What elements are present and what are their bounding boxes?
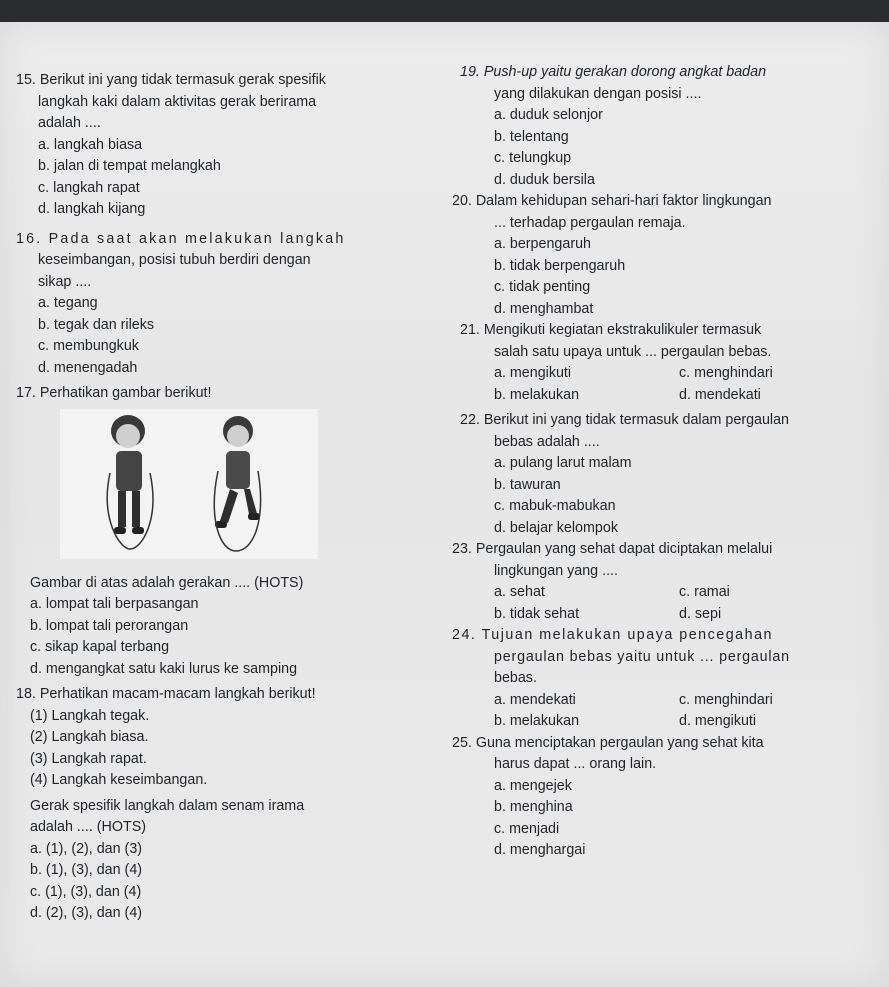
question-17-option-c: c. sikap kapal terbang — [30, 639, 170, 655]
question-17-option-d: d. mengangkat satu kaki lurus ke samping — [30, 660, 298, 677]
question-24-options-row-2 — [460, 711, 885, 733]
question-17-option-a: a. lompat tali berpasangan — [30, 596, 199, 612]
question-19 — [460, 62, 885, 191]
question-24-option-b: b. melakukan — [494, 713, 580, 729]
question-18-option-b: b. (1), (3), dan (4) — [30, 862, 143, 878]
jump-rope-illustration — [60, 409, 318, 559]
question-25-option-d: d. menghargai — [494, 842, 586, 858]
question-17-caption: Gambar di atas adalah gerakan .... (HOTS) — [30, 574, 304, 591]
question-21-line-2: salah satu upaya untuk ... pergaulan bebas. — [494, 343, 772, 360]
question-21-options-row-1 — [460, 363, 885, 385]
question-24-line-3: bebas. — [494, 670, 537, 686]
question-22 — [460, 410, 885, 539]
question-23-line-2: lingkungan yang .... — [494, 562, 618, 579]
question-17-option-b: b. lompat tali perorangan — [30, 617, 189, 634]
question-21-line-1: 21. Mengikuti kegiatan ekstrakulikuler termasuk — [460, 322, 762, 338]
question-22-option-b: b. tawuran — [494, 476, 561, 493]
question-15-option-b: b. jalan di tempat melangkah — [38, 158, 221, 174]
question-24 — [452, 625, 885, 733]
right-column — [452, 62, 885, 862]
jump-rope-figures-icon — [60, 409, 318, 559]
question-22-option-a: a. pulang larut malam — [494, 455, 632, 471]
question-16-option-a: a. tegang — [38, 295, 98, 311]
question-20-line-2: ... terhadap pergaulan remaja. — [494, 214, 686, 231]
question-18-item-1: (1) Langkah tegak. — [30, 707, 150, 724]
question-23-option-a: a. sehat — [494, 584, 545, 600]
question-20-option-c: c. tidak penting — [494, 279, 591, 295]
question-22-line-2: bebas adalah .... — [494, 433, 600, 450]
question-22-line-1: 22. Berikut ini yang tidak termasuk dalam pergaulan — [460, 412, 790, 428]
question-21-option-c: c. menghindari — [679, 365, 773, 381]
question-20-option-a: a. berpengaruh — [494, 236, 591, 252]
question-16-line-2: keseimbangan, posisi tubuh berdiri dengan — [38, 252, 311, 268]
question-20-line-1: 20. Dalam kehidupan sehari-hari faktor lingkungan — [452, 193, 772, 209]
question-18-option-d: d. (2), (3), dan (4) — [30, 905, 143, 921]
question-15-line-2: langkah kaki dalam aktivitas gerak berirama — [38, 93, 317, 110]
question-21-option-d: d. mendekati — [679, 386, 761, 403]
question-18-option-a: a. (1), (2), dan (3) — [30, 840, 143, 857]
question-24-line-2: pergaulan bebas yaitu untuk ... pergaulan — [494, 648, 790, 665]
question-21-option-a: a. mengikuti — [494, 365, 572, 381]
question-16 — [16, 229, 456, 380]
question-22-option-d: d. belajar kelompok — [494, 519, 618, 536]
question-18-item-2: (2) Langkah biasa. — [30, 729, 149, 745]
question-24-option-a: a. mendekati — [494, 691, 576, 708]
question-23 — [452, 539, 885, 625]
question-24-line-1: 24. Tujuan melakukan upaya pencegahan — [452, 627, 773, 643]
question-23-line-1: 23. Pergaulan yang sehat dapat diciptakan melalui — [452, 541, 773, 557]
question-18-title: 18. Perhatikan macam-macam langkah berikut! — [16, 686, 316, 702]
question-25-option-a: a. mengejek — [494, 777, 572, 794]
question-17-title: 17. Perhatikan gambar berikut! — [16, 385, 212, 401]
question-16-line-1: 16. Pada saat akan melakukan langkah — [16, 230, 346, 247]
question-25 — [452, 733, 885, 862]
question-16-line-3: sikap .... — [38, 273, 92, 290]
question-23-options-row-2 — [460, 604, 885, 626]
question-15-option-d: d. langkah kijang — [38, 201, 146, 217]
question-19-option-a: a. duduk selonjor — [494, 107, 603, 123]
question-15-option-a: a. langkah biasa — [38, 136, 143, 153]
question-23-options-row-1 — [460, 582, 885, 604]
question-24-option-d: d. mengikuti — [679, 713, 757, 729]
question-18-item-4: (4) Langkah keseimbangan. — [30, 772, 208, 788]
question-19-option-c: c. telungkup — [494, 150, 572, 166]
question-15-line-3: adalah .... — [38, 115, 101, 131]
question-16-option-c: c. membungkuk — [38, 338, 139, 354]
question-18-question-line-2: adalah .... (HOTS) — [30, 819, 147, 835]
question-25-line-2: harus dapat ... orang lain. — [494, 756, 657, 772]
question-18-item-3: (3) Langkah rapat. — [30, 750, 147, 767]
question-19-option-d: d. duduk bersila — [494, 171, 595, 188]
left-column — [16, 70, 456, 925]
question-21 — [460, 320, 885, 406]
question-18-option-c: c. (1), (3), dan (4) — [30, 883, 142, 900]
question-15-line-1: 15. Berikut ini yang tidak termasuk gerak spesifik — [16, 72, 326, 88]
question-17 — [16, 383, 456, 680]
question-18-question-line-1: Gerak spesifik langkah dalam senam irama — [30, 797, 305, 814]
question-15 — [16, 70, 456, 221]
question-23-option-d: d. sepi — [679, 605, 722, 622]
question-19-line-1: 19. Push-up yaitu gerakan dorong angkat badan — [460, 64, 767, 80]
question-22-option-c: c. mabuk-mabukan — [494, 498, 616, 514]
question-25-option-b: b. menghina — [494, 799, 573, 815]
question-16-option-d: d. menengadah — [38, 359, 138, 376]
question-24-options-row-1 — [460, 690, 885, 712]
question-24-option-c: c. menghindari — [679, 691, 773, 708]
question-15-option-c: c. langkah rapat — [38, 179, 140, 196]
question-16-option-b: b. tegak dan rileks — [38, 316, 155, 333]
question-21-option-b: b. melakukan — [494, 386, 580, 403]
question-20 — [452, 191, 885, 320]
question-19-line-2: yang dilakukan dengan posisi .... — [494, 85, 702, 102]
question-21-options-row-2 — [460, 385, 885, 407]
question-20-option-b: b. tidak berpengaruh — [494, 257, 626, 274]
question-23-option-b: b. tidak sehat — [494, 605, 580, 622]
question-19-option-b: b. telentang — [494, 128, 569, 145]
question-23-option-c: c. ramai — [679, 584, 730, 600]
question-25-option-c: c. menjadi — [494, 820, 560, 837]
question-18 — [16, 684, 456, 925]
question-25-line-1: 25. Guna menciptakan pergaulan yang sehat kita — [452, 734, 764, 751]
question-20-option-d: d. menghambat — [494, 300, 594, 317]
